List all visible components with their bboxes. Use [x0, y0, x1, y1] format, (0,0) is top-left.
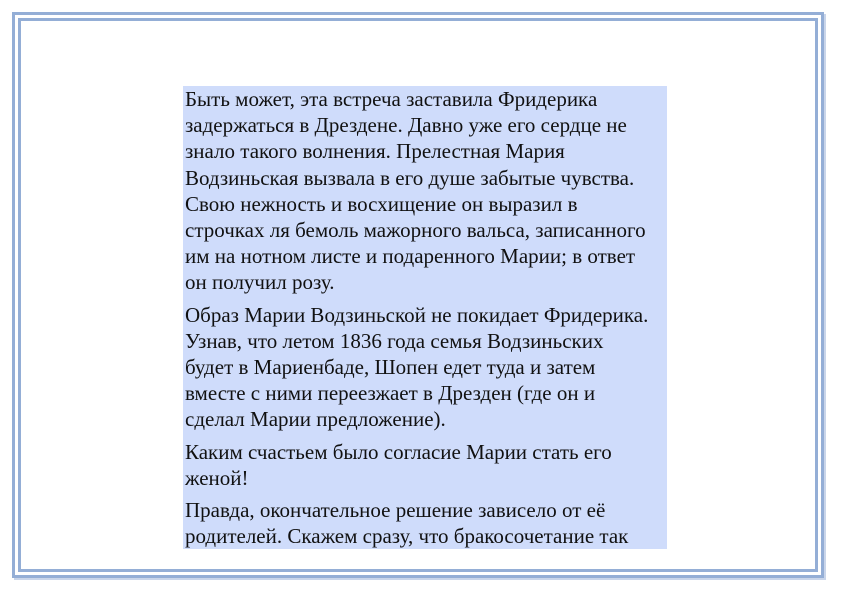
text-line: сделал Марии предложение). [185, 407, 446, 432]
text-line: Водзиньская вызвала в его душе забытые чувства. [185, 165, 635, 190]
text-line: будет в Мариенбаде, Шопен едет туда и затем [185, 355, 596, 380]
text-line: он получил розу. [185, 270, 335, 295]
paragraph-1 [185, 86, 665, 296]
text-line: знало такого волнения. Прелестная Мария [185, 139, 565, 164]
text-line: Образ Марии Водзиньской не покидает Фридерика. [185, 302, 649, 327]
text-line: вместе с ними переезжает в Дрезден (где он и [185, 381, 596, 406]
text-line: Узнав, что летом 1836 года семья Водзиньских [185, 328, 604, 353]
text-line: задержаться в Дрездене. Давно уже его сердце не [185, 113, 627, 138]
text-line: Каким счастьем было согласие Марии стать его [185, 439, 612, 464]
paragraph-2 [185, 302, 665, 433]
text-line: родителей. Скажем сразу, что бракосочетание так [185, 524, 629, 549]
text-line: Свою нежность и восхищение он выразил в [185, 191, 578, 216]
text-block [183, 86, 667, 549]
text-line: Правда, окончательное решение зависело от её [185, 498, 606, 523]
paragraph-4 [185, 497, 665, 549]
paragraph-3 [185, 439, 665, 491]
text-line: Быть может, эта встреча заставила Фридерика [185, 87, 598, 111]
text-line: им на нотном листе и подаренного Марии; в ответ [185, 244, 636, 269]
text-line: строчках ля бемоль мажорного вальса, записанного [185, 218, 646, 243]
text-line: женой! [185, 465, 249, 490]
